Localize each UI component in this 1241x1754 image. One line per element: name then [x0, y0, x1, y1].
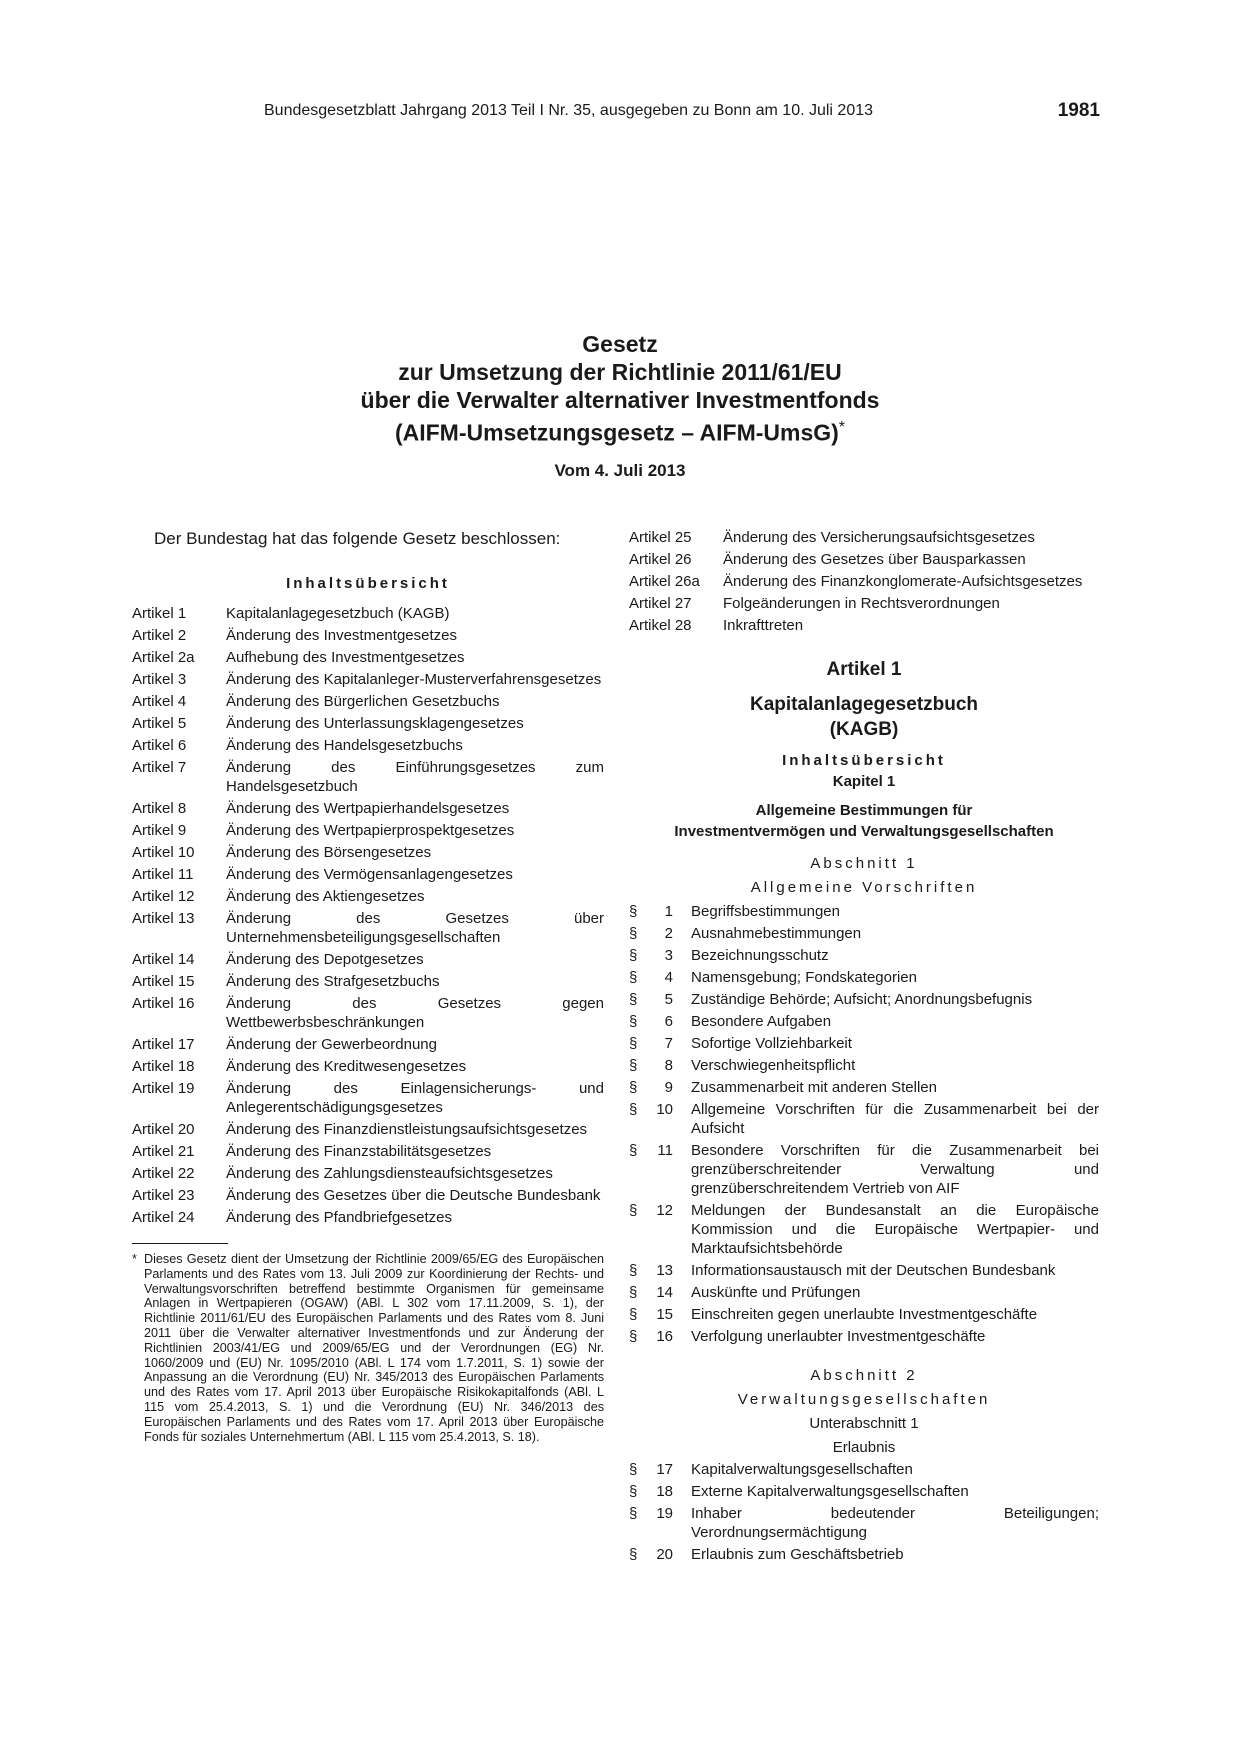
section-sign: §: [629, 1101, 638, 1118]
section-sign: §: [629, 925, 638, 942]
footnote-marker: *: [132, 1252, 137, 1266]
article-title: Änderung des Wertpapierhandelsgesetzes: [226, 800, 510, 817]
paragraph-number: 4: [664, 969, 673, 986]
section-sign: §: [629, 1262, 638, 1279]
article-number: Artikel 2a: [132, 649, 195, 666]
toc-paragraph-row: [629, 1034, 1099, 1053]
article-title: Änderung des Versicherungsaufsichtsgesetzes: [723, 529, 1035, 546]
paragraph-number: 8: [664, 1057, 673, 1074]
article-title: Änderung des Kreditwesengesetzes: [226, 1058, 467, 1075]
toc-article-row: [132, 799, 604, 818]
section-sign: §: [629, 1202, 638, 1219]
toc-paragraph-row: [629, 1078, 1099, 1097]
section-2-title: Verwaltungsgesellschaften: [737, 1391, 991, 1408]
paragraph-number: 5: [664, 991, 673, 1008]
paragraph-number: 1: [664, 903, 673, 920]
toc-article-row: [132, 821, 604, 840]
article-1-title-line-1: Kapitalanlagegesetzbuch: [749, 694, 979, 715]
article-title: Änderung des Depotgesetzes: [226, 951, 424, 968]
right-column: [629, 528, 1099, 1567]
article-number: Artikel 17: [132, 1036, 195, 1053]
section-sign: §: [629, 1483, 638, 1500]
footnote: [132, 1252, 604, 1444]
section-1-label: Abschnitt 1: [810, 855, 918, 872]
paragraph-number: 19: [656, 1505, 673, 1522]
article-number: Artikel 3: [132, 671, 187, 688]
paragraph-number: 14: [656, 1284, 673, 1301]
article-title: Folgeänderungen in Rechtsverordnungen: [723, 595, 1000, 612]
left-column: [132, 528, 604, 1444]
toc-paragraph-row: [629, 968, 1099, 987]
toc-paragraph-row: [629, 1545, 1099, 1564]
section-sign: §: [629, 1505, 638, 1522]
section-sign: §: [629, 1461, 638, 1478]
article-title: Änderung der Gewerbeordnung: [226, 1036, 437, 1053]
toc-paragraph-row: [629, 1056, 1099, 1075]
paragraph-number: 11: [657, 1142, 673, 1159]
toc-article-row: [132, 604, 604, 623]
article-title: Änderung des Einführungsgesetzes zum Handelsgesetzbuch: [226, 759, 604, 795]
section-2-paragraph-list: [629, 1460, 1099, 1564]
article-number: Artikel 14: [132, 951, 195, 968]
footnote-text: Dieses Gesetz dient der Umsetzung der Richtlinie 2009/65/EG des Europäischen Parlaments und des Rates vom 13. Juli 2009 zur Koordinierung der Rechts- und Verwaltungsvorschriften betreffend bestimmte Organismen für gemeinsame Anlagen in Wertpapieren (OGAW) (ABl. L 302 vom 17.11.2009, S. 1), der Richtlinie 2011/61/EU des Europäischen Parlaments und des Rates vom 8. Juni 2011 über die Verwalter alternativer Investmentfonds und zur Änderung der Richtlinien 2003/41/EG und 2009/65/EG und der Verordnungen (EG) Nr. 1060/2009 und (EU) Nr. 1095/2010 (ABl. L 174 vom 1.7.2011, S. 1) sowie der Anpassung an die Verordnung (EU) Nr. 345/2013 des Europäischen Parlaments und des Rates vom 17. April 2013 über Europäische Risikokapitalfonds (ABl. L 115 vom 25.4.2013, S. 1) und die Verordnung (EU) Nr. 346/2013 des Europäischen Parlaments und des Rates vom 17. April 2013 über Europäische Fonds für soziales Unternehmertum (ABl. L 115 vom 25.4.2013, S. 18).: [144, 1252, 604, 1444]
article-number: Artikel 21: [132, 1143, 195, 1160]
article-title: Änderung des Bürgerlichen Gesetzbuchs: [226, 693, 500, 710]
article-number: Artikel 16: [132, 995, 195, 1012]
paragraph-number: 2: [664, 925, 673, 942]
page-number: 1981: [1057, 100, 1100, 121]
paragraph-number: 12: [656, 1202, 673, 1219]
law-date: Vom 4. Juli 2013: [554, 461, 686, 480]
toc-paragraph-row: [629, 1283, 1099, 1302]
section-sign: §: [629, 1013, 638, 1030]
title-line-2: zur Umsetzung der Richtlinie 2011/61/EU: [398, 359, 842, 385]
article-title: Änderung des Einlagensicherungs- und Anlegerentschädigungsgesetzes: [226, 1080, 604, 1116]
article-number: Artikel 25: [629, 529, 692, 546]
section-sign: §: [629, 1546, 638, 1563]
paragraph-title: Externe Kapitalverwaltungsgesellschaften: [691, 1483, 969, 1500]
paragraph-title: Informationsaustausch mit der Deutschen Bundesbank: [691, 1262, 1056, 1279]
section-2-label: Abschnitt 2: [810, 1367, 918, 1384]
paragraph-title: Zusammenarbeit mit anderen Stellen: [691, 1079, 937, 1096]
article-list-continued: [629, 528, 1099, 635]
section-sign: §: [629, 1035, 638, 1052]
toc-article-row: [132, 736, 604, 755]
toc-article-row: [132, 758, 604, 796]
chapter-label: Kapitel 1: [832, 773, 896, 790]
toc-article-row: [132, 1186, 604, 1205]
toc-article-row: [132, 1079, 604, 1117]
toc-paragraph-row: [629, 1141, 1099, 1198]
toc-article-row: [132, 648, 604, 667]
subsection-label: Unterabschnitt 1: [809, 1415, 919, 1432]
footnote-divider: [132, 1243, 228, 1244]
title-line-4: [200, 414, 1040, 447]
article-title: Änderung des Handelsgesetzbuchs: [226, 737, 463, 754]
section-sign: §: [629, 1284, 638, 1301]
article-number: Artikel 2: [132, 627, 187, 644]
toc-paragraph-row: [629, 1504, 1099, 1542]
paragraph-title: Begriffsbestimmungen: [691, 903, 840, 920]
article-title: Änderung des Zahlungsdiensteaufsichtsgesetzes: [226, 1165, 553, 1182]
toc-article-row: [132, 1164, 604, 1183]
article-number: Artikel 23: [132, 1187, 195, 1204]
toc-article-row: [629, 550, 1099, 569]
paragraph-number: 6: [664, 1013, 673, 1030]
subsection-title: Erlaubnis: [832, 1439, 896, 1456]
article-1-label: Artikel 1: [826, 659, 902, 680]
article-number: Artikel 20: [132, 1121, 195, 1138]
toc-article-row: [132, 994, 604, 1032]
chapter-title-line-2: Investmentvermögen und Verwaltungsgesellschaften: [674, 823, 1054, 840]
paragraph-number: 17: [656, 1461, 673, 1478]
article-title: Änderung des Aktiengesetzes: [226, 888, 425, 905]
paragraph-number: 15: [656, 1306, 673, 1323]
article-number: Artikel 11: [132, 866, 194, 883]
article-1-title-line-2: (KAGB): [829, 719, 899, 740]
section-sign: §: [629, 1328, 638, 1345]
paragraph-number: 10: [656, 1101, 673, 1118]
toc-article-row: [132, 670, 604, 689]
toc-paragraph-row: [629, 1261, 1099, 1280]
toc-paragraph-row: [629, 1460, 1099, 1479]
paragraph-title: Allgemeine Vorschriften für die Zusammenarbeit bei der Aufsicht: [691, 1101, 1099, 1137]
article-title: Änderung des Gesetzes über die Deutsche Bundesbank: [226, 1187, 601, 1204]
section-sign: §: [629, 969, 638, 986]
toc-article-row: [132, 887, 604, 906]
paragraph-title: Einschreiten gegen unerlaubte Investmentgeschäfte: [691, 1306, 1038, 1323]
article-number: Artikel 24: [132, 1209, 195, 1226]
kagb-toc-heading: Inhaltsübersicht: [782, 752, 946, 769]
article-title: Änderung des Unterlassungsklagengesetzes: [226, 715, 524, 732]
toc-article-row: [132, 714, 604, 733]
paragraph-number: 9: [664, 1079, 673, 1096]
section-sign: §: [629, 1057, 638, 1074]
toc-article-row: [132, 1208, 604, 1227]
article-title: Änderung des Investmentgesetzes: [226, 627, 457, 644]
toc-article-row: [132, 865, 604, 884]
toc-article-row: [132, 909, 604, 947]
section-sign: §: [629, 1142, 638, 1159]
paragraph-number: 16: [656, 1328, 673, 1345]
toc-article-row: [629, 594, 1099, 613]
toc-paragraph-row: [629, 990, 1099, 1009]
article-number: Artikel 28: [629, 617, 692, 634]
enactment-clause: Der Bundestag hat das folgende Gesetz beschlossen:: [154, 529, 561, 548]
article-number: Artikel 18: [132, 1058, 195, 1075]
toc-article-row: [132, 1142, 604, 1161]
article-title: Änderung des Gesetzes über Unternehmensbeteiligungsgesellschaften: [226, 910, 604, 946]
paragraph-title: Meldungen der Bundesanstalt an die Europäische Kommission und die Europäische Wertpapier- und Marktaufsichtsbehörde: [691, 1202, 1099, 1257]
article-title: Änderung des Finanzstabilitätsgesetzes: [226, 1143, 492, 1160]
paragraph-title: Zuständige Behörde; Aufsicht; Anordnungsbefugnis: [691, 991, 1033, 1008]
title-footnote-marker: *: [838, 419, 846, 436]
article-list: [132, 604, 604, 1227]
toc-paragraph-row: [629, 1100, 1099, 1138]
toc-paragraph-row: [629, 1201, 1099, 1258]
article-number: Artikel 19: [132, 1080, 195, 1097]
article-number: Artikel 13: [132, 910, 195, 927]
toc-article-row: [132, 1120, 604, 1139]
toc-article-row: [629, 616, 1099, 635]
section-sign: §: [629, 947, 638, 964]
title-line-1: Gesetz: [582, 331, 658, 357]
paragraph-title: Bezeichnungsschutz: [691, 947, 829, 964]
toc-article-row: [132, 626, 604, 645]
article-number: Artikel 12: [132, 888, 195, 905]
toc-article-row: [132, 692, 604, 711]
paragraph-title: Auskünfte und Prüfungen: [691, 1284, 861, 1301]
article-number: Artikel 1: [132, 605, 187, 622]
toc-paragraph-row: [629, 924, 1099, 943]
article-number: Artikel 15: [132, 973, 195, 990]
article-title: Änderung des Strafgesetzbuchs: [226, 973, 440, 990]
article-title: Änderung des Kapitalanleger-Musterverfahrensgesetzes: [226, 671, 602, 688]
article-title: Änderung des Börsengesetzes: [226, 844, 432, 861]
article-number: Artikel 26a: [629, 573, 700, 590]
toc-paragraph-row: [629, 1482, 1099, 1501]
toc-article-row: [629, 528, 1099, 547]
section-1-paragraph-list: [629, 902, 1099, 1346]
article-number: Artikel 9: [132, 822, 187, 839]
section-1-title: Allgemeine Vorschriften: [750, 879, 978, 896]
article-title: Änderung des Finanzkonglomerate-Aufsichtsgesetzes: [723, 573, 1083, 590]
toc-paragraph-row: [629, 1012, 1099, 1031]
paragraph-title: Besondere Aufgaben: [691, 1013, 832, 1030]
section-sign: §: [629, 1079, 638, 1096]
article-title: Kapitalanlagegesetzbuch (KAGB): [226, 605, 450, 622]
article-number: Artikel 10: [132, 844, 195, 861]
chapter-title-line-1: Allgemeine Bestimmungen für: [755, 802, 973, 819]
article-number: Artikel 8: [132, 800, 187, 817]
article-title: Änderung des Gesetzes über Bausparkassen: [723, 551, 1026, 568]
article-number: Artikel 26: [629, 551, 692, 568]
article-number: Artikel 22: [132, 1165, 195, 1182]
running-title: Bundesgesetzblatt Jahrgang 2013 Teil I Nr. 35, ausgegeben zu Bonn am 10. Juli 2013: [264, 102, 874, 119]
title-line-3: über die Verwalter alternativer Investmentfonds: [360, 387, 880, 413]
toc-article-row: [132, 1035, 604, 1054]
page-header: [132, 100, 1100, 126]
toc-article-row: [132, 843, 604, 862]
section-sign: §: [629, 1306, 638, 1323]
paragraph-number: 3: [664, 947, 673, 964]
paragraph-number: 18: [656, 1483, 673, 1500]
paragraph-title: Inhaber bedeutender Beteiligungen; Verordnungsermächtigung: [691, 1505, 1099, 1541]
paragraph-number: 13: [656, 1262, 673, 1279]
toc-paragraph-row: [629, 1327, 1099, 1346]
toc-paragraph-row: [629, 946, 1099, 965]
article-number: Artikel 6: [132, 737, 187, 754]
toc-article-row: [132, 950, 604, 969]
paragraph-title: Sofortige Vollziehbarkeit: [691, 1035, 852, 1052]
article-title: Änderung des Wertpapierprospektgesetzes: [226, 822, 515, 839]
toc-paragraph-row: [629, 1305, 1099, 1324]
article-number: Artikel 5: [132, 715, 187, 732]
paragraph-title: Verfolgung unerlaubter Investmentgeschäfte: [691, 1328, 986, 1345]
article-number: Artikel 27: [629, 595, 692, 612]
section-sign: §: [629, 991, 638, 1008]
article-title: Änderung des Gesetzes gegen Wettbewerbsbeschränkungen: [226, 995, 604, 1031]
article-title: Aufhebung des Investmentgesetzes: [226, 649, 465, 666]
article-title: Änderung des Finanzdienstleistungsaufsichtsgesetzes: [226, 1121, 588, 1138]
law-title: [200, 330, 1040, 447]
paragraph-title: Besondere Vorschriften für die Zusammenarbeit bei grenzüberschreitender Verwaltung und grenzüberschreitendem Vertrieb von AIF: [691, 1142, 1099, 1197]
toc-article-row: [132, 972, 604, 991]
paragraph-title: Erlaubnis zum Geschäftsbetrieb: [691, 1546, 904, 1563]
article-number: Artikel 4: [132, 693, 187, 710]
title-line-4-text: (AIFM-Umsetzungsgesetz – AIFM-UmsG): [394, 419, 839, 446]
paragraph-title: Kapitalverwaltungsgesellschaften: [691, 1461, 913, 1478]
article-number: Artikel 7: [132, 759, 187, 776]
article-title: Änderung des Vermögensanlagengesetzes: [226, 866, 513, 883]
toc-heading: Inhaltsübersicht: [286, 575, 450, 592]
paragraph-number: 20: [656, 1546, 673, 1563]
paragraph-title: Ausnahmebestimmungen: [691, 925, 862, 942]
paragraph-title: Verschwiegenheitspflicht: [691, 1057, 856, 1074]
article-title: Änderung des Pfandbriefgesetzes: [226, 1209, 452, 1226]
toc-article-row: [629, 572, 1099, 591]
section-sign: §: [629, 903, 638, 920]
toc-article-row: [132, 1057, 604, 1076]
toc-paragraph-row: [629, 902, 1099, 921]
paragraph-number: 7: [664, 1035, 673, 1052]
paragraph-title: Namensgebung; Fondskategorien: [691, 969, 917, 986]
article-title: Inkrafttreten: [723, 617, 804, 634]
